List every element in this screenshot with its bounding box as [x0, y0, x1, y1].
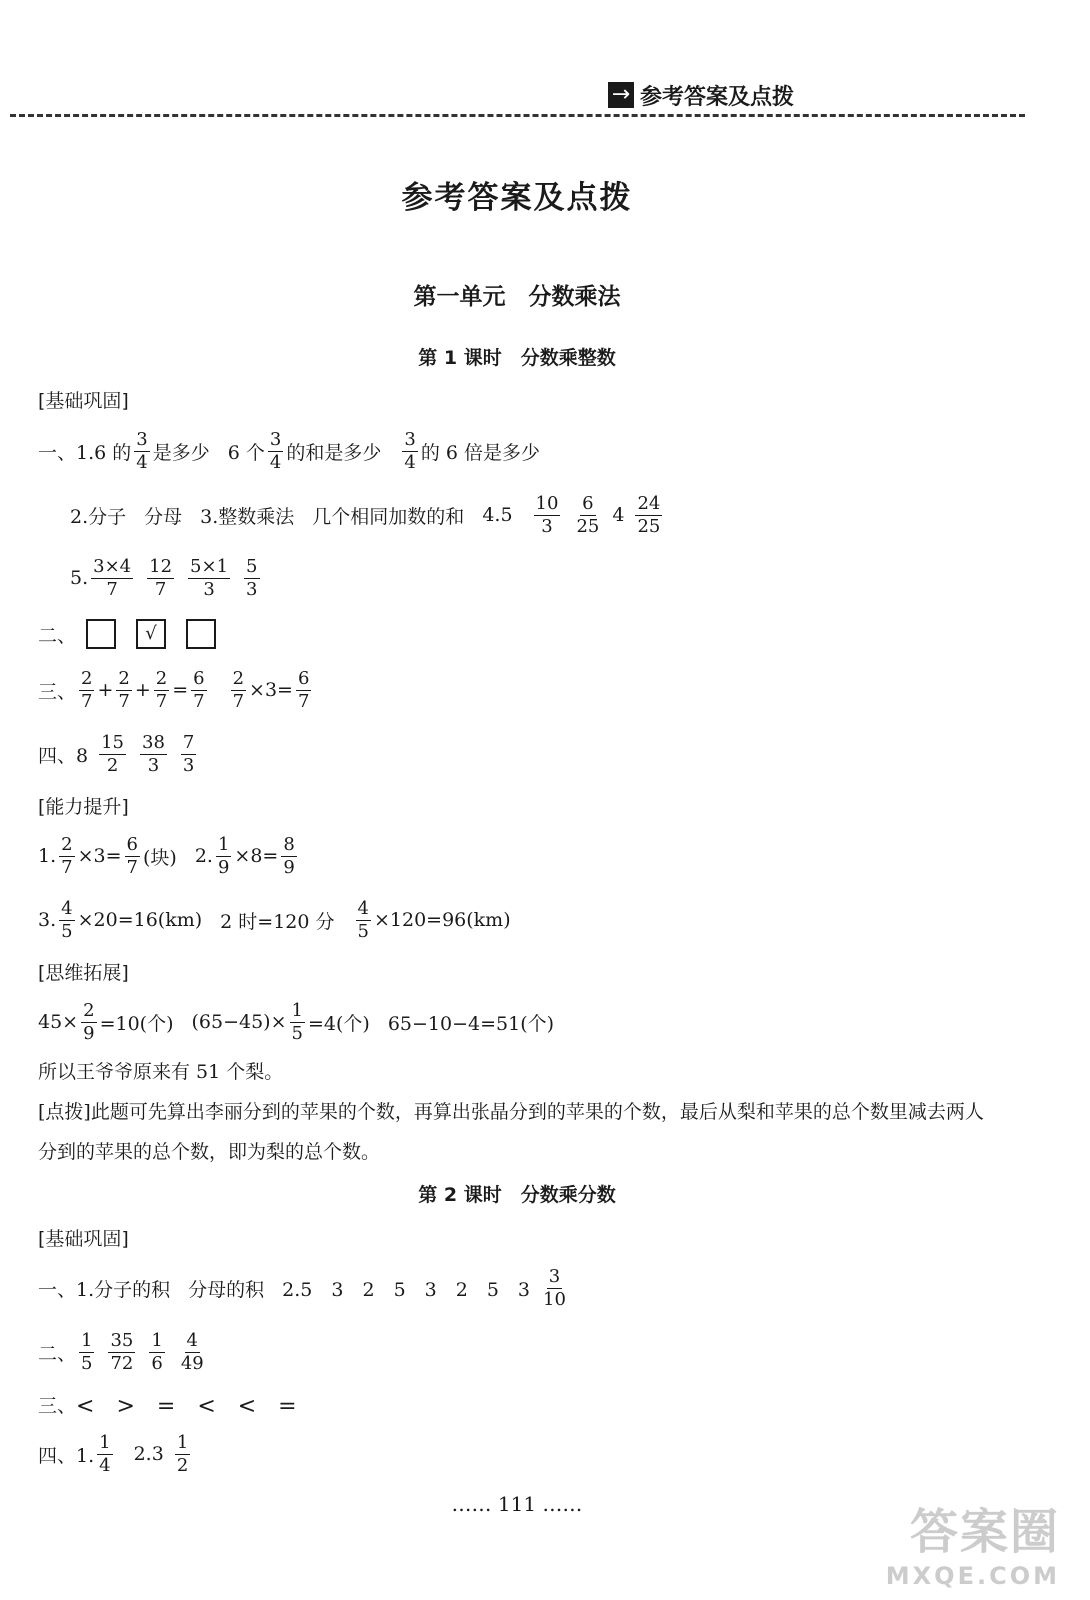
label: 四、8: [38, 744, 89, 767]
fraction: [91, 556, 133, 601]
answer-box: [186, 619, 216, 649]
fraction: [216, 834, 231, 879]
denominator: 49: [180, 1352, 204, 1374]
denominator: 7: [126, 856, 138, 878]
text: 分子的积: [94, 1278, 171, 1301]
fraction: [290, 1000, 305, 1045]
lesson1-basic-tag: [基础巩固]: [38, 390, 129, 412]
denominator: 4: [99, 1454, 111, 1476]
running-header-title: 参考答案及点拨: [640, 84, 795, 110]
numerator: 1: [176, 1431, 189, 1453]
running-header: [608, 80, 794, 110]
fraction: [99, 732, 126, 777]
watermark-logo-text: 答案圈: [909, 1504, 1060, 1560]
label: 二、: [38, 624, 77, 647]
denominator: 4: [136, 451, 148, 473]
denominator: 3: [541, 515, 553, 537]
fraction: [635, 493, 662, 538]
numerator: 6: [582, 492, 594, 514]
text: 分母: [144, 505, 183, 528]
numerator: 6: [126, 833, 138, 855]
denominator: 4: [269, 451, 282, 473]
fraction: [574, 493, 601, 538]
l1-hint: [点拨]此题可先算出李丽分到的苹果的个数，再算出张晶分到的苹果的个数，最后从梨和苹果的总个数里减去两人分到的苹果的总个数，即为梨的总个数。: [38, 1101, 984, 1163]
denominator: 7: [154, 578, 167, 600]
denominator: 7: [155, 690, 168, 712]
numerator: 2: [118, 667, 130, 689]
fraction: [79, 1330, 94, 1375]
lesson2-basic-tag: [基础巩固]: [38, 1228, 129, 1250]
denominator: 3: [203, 578, 215, 600]
fraction: [179, 1330, 206, 1375]
fraction: [108, 1330, 135, 1375]
fraction: [147, 556, 174, 601]
numerator: 38: [142, 731, 165, 753]
numerator: 15: [101, 731, 124, 753]
l2-q2: [38, 1324, 209, 1380]
l1-th1: [38, 994, 554, 1050]
watermark-url: MXQE.COM: [885, 1562, 1060, 1590]
text: 的和是多少: [286, 441, 382, 464]
numerator: 8: [283, 833, 295, 855]
text: 6 的: [94, 441, 132, 464]
text: (65−45)×: [191, 1011, 287, 1033]
numerator: 2: [232, 667, 245, 689]
denominator: 3: [246, 578, 258, 600]
fraction: [541, 1266, 568, 1311]
fraction: [296, 668, 311, 713]
denominator: 2: [176, 1454, 189, 1476]
denominator: 4: [404, 451, 416, 473]
text: 4.5: [482, 504, 513, 526]
l1-q1-2: [70, 487, 665, 543]
text: (块): [142, 846, 177, 869]
numerator: 4: [186, 1329, 198, 1351]
numerator: 24: [637, 492, 661, 514]
arrow-right-icon: →: [608, 82, 634, 108]
numerator: 35: [110, 1329, 134, 1351]
text: 是多少: [152, 441, 210, 464]
numerator: 12: [149, 555, 173, 577]
text: ×20=16(km): [77, 909, 203, 931]
l1-a1: [38, 828, 300, 884]
fraction: [268, 429, 283, 474]
l1-q1-1: [38, 423, 540, 479]
fraction: [116, 668, 131, 713]
denominator: 7: [193, 690, 205, 712]
text: ×3=: [249, 679, 293, 701]
fraction: [149, 1330, 164, 1375]
fraction: [134, 429, 149, 474]
label: 1.: [38, 845, 57, 867]
text: ×120=96(km): [373, 909, 511, 931]
numerator: 1: [217, 833, 230, 855]
denominator: 9: [83, 1022, 95, 1044]
answer-box-checked: √: [136, 619, 166, 649]
numerator: 2: [155, 667, 168, 689]
fraction: [79, 668, 94, 713]
numerator: 3: [136, 428, 148, 450]
text: 65−10−4=51(个): [387, 1012, 555, 1035]
numerator: 10: [535, 492, 559, 514]
header-dashed-rule: [10, 114, 1025, 117]
denominator: 7: [297, 690, 310, 712]
numerator: 7: [182, 731, 195, 753]
fraction: [356, 898, 371, 943]
l1-q3: [38, 662, 314, 718]
denominator: 25: [637, 515, 661, 537]
label: 三、: [38, 1394, 77, 1417]
operator: +: [134, 679, 151, 701]
lesson1-title: 第 1 课时 分数乘整数: [418, 347, 616, 369]
numerator: 3: [404, 428, 416, 450]
operator: =: [172, 679, 189, 701]
l1-th2: 所以王爷爷原来有 51 个梨。: [38, 1061, 284, 1083]
label: 四、1.: [38, 1444, 95, 1467]
label: 2.: [194, 845, 213, 867]
text: =4(个): [307, 1012, 370, 1035]
text: 2.5 3 2 5 3 2 5 3: [282, 1278, 531, 1301]
text: 2 时=120 分: [220, 910, 335, 933]
denominator: 10: [543, 1288, 566, 1310]
denominator: 7: [232, 690, 245, 712]
denominator: 25: [576, 515, 600, 537]
l2-q4: [38, 1426, 193, 1482]
fraction: [125, 834, 140, 879]
l1-q4: [38, 726, 199, 782]
l2-q3: [38, 1376, 297, 1432]
denominator: 5: [291, 1022, 303, 1044]
fraction: [59, 834, 74, 879]
numerator: 3×4: [93, 555, 132, 577]
fraction: [81, 1000, 96, 1045]
l2-q1: [38, 1260, 571, 1316]
lesson1-ability-tag: [能力提升]: [38, 796, 129, 818]
numerator: 2: [61, 833, 73, 855]
label: 5.: [70, 567, 89, 589]
fraction: [402, 429, 417, 474]
l1-q2: [38, 606, 226, 662]
fraction: [281, 834, 296, 879]
text: < > = < < =: [76, 1393, 297, 1419]
fraction: [97, 1432, 112, 1477]
fraction: [231, 668, 246, 713]
denominator: 7: [118, 690, 130, 712]
denominator: 5: [357, 920, 369, 942]
label: 一、1.: [38, 1278, 95, 1301]
text: =10(个): [99, 1012, 174, 1035]
numerator: 4: [61, 897, 73, 919]
text: 分母的积: [188, 1278, 265, 1301]
fraction: [188, 556, 230, 601]
fraction: [59, 898, 74, 943]
text: 的 6 倍是多少: [420, 441, 540, 464]
page-title: 参考答案及点拨: [401, 180, 633, 216]
numerator: 5×1: [190, 555, 229, 577]
numerator: 2: [83, 999, 95, 1021]
l1-q1-5: [70, 550, 263, 606]
fraction: [140, 732, 167, 777]
label: 二、: [38, 1342, 77, 1365]
text: 2.3: [133, 1443, 164, 1465]
numerator: 1: [99, 1431, 111, 1453]
text: 45×: [38, 1011, 79, 1033]
operator: +: [97, 679, 114, 701]
text: 6 个: [227, 441, 265, 464]
fraction: [191, 668, 206, 713]
label: 3.: [38, 909, 57, 931]
label: 一、1.: [38, 441, 95, 464]
denominator: 9: [283, 856, 295, 878]
denominator: 5: [81, 1352, 93, 1374]
numerator: 6: [193, 667, 205, 689]
denominator: 2: [106, 754, 119, 776]
fraction: [175, 1432, 190, 1477]
numerator: 6: [297, 667, 310, 689]
lesson1-thinking-tag: [思维拓展]: [38, 962, 129, 984]
denominator: 7: [81, 690, 93, 712]
numerator: 2: [81, 667, 93, 689]
fraction: [534, 493, 561, 538]
fraction: [181, 732, 196, 777]
denominator: 6: [151, 1352, 163, 1374]
answer-box: [86, 619, 116, 649]
numerator: 1: [151, 1329, 163, 1351]
numerator: 4: [357, 897, 369, 919]
fraction: [244, 556, 259, 601]
l1-a3: [38, 892, 511, 948]
unit-title: 第一单元 分数乘法: [413, 284, 621, 310]
text: ×3=: [77, 845, 122, 867]
label: 三、: [38, 680, 77, 703]
text: 几个相同加数的和: [312, 505, 465, 528]
numerator: 1: [81, 1329, 93, 1351]
numerator: 5: [246, 555, 258, 577]
denominator: 3: [147, 754, 160, 776]
watermark: [886, 1493, 1060, 1590]
text: 4: [612, 504, 625, 526]
page-number: …… 111 ……: [451, 1492, 583, 1516]
lesson2-title: 第 2 课时 分数乘分数: [418, 1184, 616, 1206]
denominator: 9: [217, 856, 230, 878]
text: 2.分子: [70, 505, 127, 528]
denominator: 7: [106, 578, 118, 600]
numerator: 3: [269, 428, 282, 450]
text: ×8=: [234, 845, 279, 867]
numerator: 1: [291, 999, 303, 1021]
denominator: 3: [182, 754, 195, 776]
denominator: 7: [61, 856, 73, 878]
denominator: 5: [61, 920, 73, 942]
denominator: 72: [110, 1352, 134, 1374]
fraction: [154, 668, 169, 713]
numerator: 3: [548, 1265, 561, 1287]
text: 3.整数乘法: [200, 505, 295, 528]
